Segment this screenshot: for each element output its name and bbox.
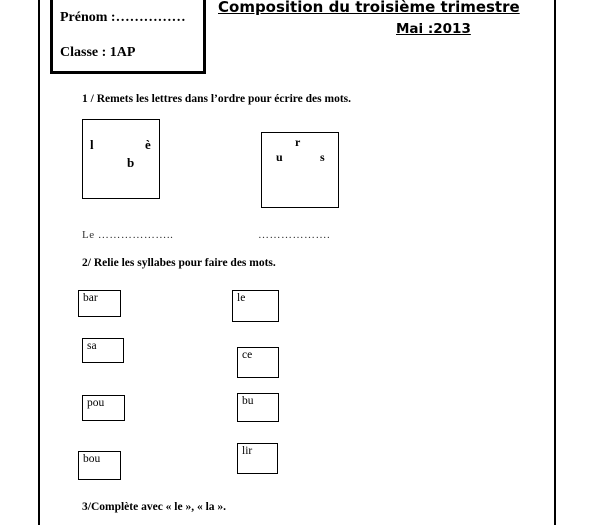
letter-box-2-letter: u xyxy=(276,150,283,164)
exercise1-instruction: 1 / Remets les lettres dans l’ordre pour écrire des mots. xyxy=(82,93,352,105)
syllable-box-right[interactable]: bu xyxy=(237,393,279,422)
classe-label: Classe : 1AP xyxy=(60,45,136,60)
letter-box-1-letter: l xyxy=(90,137,94,152)
letter-box-2-letter: s xyxy=(320,150,325,164)
page-border-right xyxy=(554,0,556,525)
syllable-box-right[interactable]: le xyxy=(232,290,279,322)
page-title: Composition du troisième trimestre xyxy=(218,0,520,16)
syllable-box-right[interactable]: lir xyxy=(237,443,278,474)
syllable-box-left[interactable]: sa xyxy=(82,338,124,363)
syllable-box-left[interactable]: pou xyxy=(82,395,125,421)
letter-box-2-letter: r xyxy=(295,135,301,149)
letter-box-1-letter: è xyxy=(145,137,151,152)
syllable-box-left[interactable]: bou xyxy=(78,451,121,480)
prenom-field: Prénom :…………… xyxy=(60,10,186,25)
syllable-box-left[interactable]: bar xyxy=(78,290,121,317)
answer-line-1[interactable]: Le ……………….. xyxy=(82,229,174,241)
letter-box-1-letter: b xyxy=(127,155,135,170)
exam-date: Mai :2013 xyxy=(396,21,471,37)
answer-line-2[interactable]: ………………. xyxy=(258,229,331,241)
letter-box-1 xyxy=(82,119,160,199)
exercise3-instruction: 3/Complète avec « le », « la ». xyxy=(82,501,227,513)
page-border-left xyxy=(38,0,40,525)
exercise2-instruction: 2/ Relie les syllabes pour faire des mots. xyxy=(82,257,276,269)
syllable-box-right[interactable]: ce xyxy=(237,347,279,378)
